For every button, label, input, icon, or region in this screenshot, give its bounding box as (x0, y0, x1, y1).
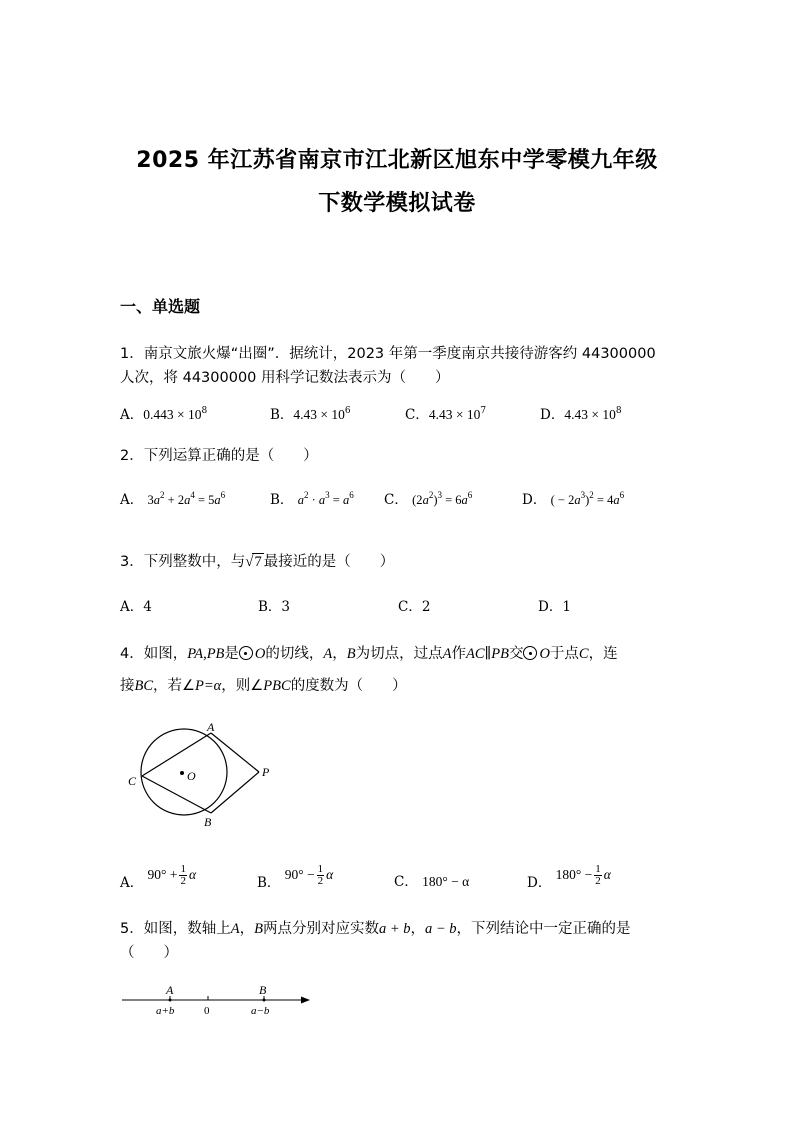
q5-number-line (118, 980, 318, 1020)
option-expression: $(2a^2)^3 = 6a^6$ (412, 490, 473, 507)
tick-label-a-plus-b: a+b (156, 1005, 175, 1017)
option-expression: 90° − (284, 867, 315, 882)
circle-o (141, 729, 227, 815)
q2-option-c[interactable] (384, 488, 472, 508)
option-label: B． (257, 875, 281, 891)
q1-option-c[interactable] (405, 403, 486, 423)
tangent-pb (211, 772, 259, 813)
option-exponent: 7 (480, 406, 487, 416)
text: ，若∠ (153, 678, 196, 694)
q3-suffix: 最接近的是（ ） (263, 554, 395, 570)
math: a − b (425, 921, 457, 937)
math: AC∥PB (465, 646, 509, 662)
option-base: 4.43 × 10 (428, 407, 481, 422)
text: 4．如图， (120, 646, 188, 662)
text: 作 (451, 646, 466, 662)
alpha-symbol: α (603, 867, 611, 882)
option-label: D． (527, 875, 552, 891)
text: ， (239, 921, 255, 937)
label-a: A (207, 720, 215, 734)
q4-option-d[interactable] (527, 864, 611, 891)
option-exponent: 8 (615, 406, 622, 416)
math: BC (134, 678, 154, 694)
label-b: B (259, 983, 267, 997)
text: ， (410, 921, 425, 937)
text: 的度数为（ ） (290, 678, 407, 694)
text: ，下列结论中一定正确的是 (456, 921, 631, 937)
option-exponent: 6 (344, 406, 351, 416)
q3-option-c[interactable]: C．2 (398, 599, 431, 615)
q3-stem: 3．下列整数中，与√7 最接近的是（ ） (120, 554, 395, 570)
text: 是 (224, 646, 239, 662)
option-exponent: 8 (201, 406, 208, 416)
q4-option-a[interactable] (120, 864, 196, 891)
option-label: C． (405, 407, 429, 423)
math: a + b (378, 921, 411, 937)
option-expression: $3a^2 + 2a^4 = 5a^6$ (147, 490, 226, 507)
q5-stem-line-1 (120, 917, 631, 938)
text: ，则∠ (221, 678, 264, 694)
q4-option-c[interactable] (394, 870, 469, 890)
q2-option-b[interactable] (270, 488, 354, 508)
q4-stem-line-2 (120, 674, 407, 695)
label-c: C (128, 774, 137, 788)
page-title-line-2: 下数学模拟试卷 (318, 191, 476, 216)
option-label: C． (394, 874, 418, 890)
q4-stem-line-1 (120, 642, 618, 663)
math: B (346, 646, 356, 662)
math: O (539, 646, 550, 662)
text: 于点 (549, 646, 579, 662)
label-a: A (166, 983, 174, 997)
option-base: 4.43 × 10 (293, 407, 345, 422)
fraction-half: $\frac{1}{2}$ (180, 863, 186, 887)
q1-option-d[interactable] (540, 403, 622, 423)
math: A (323, 646, 333, 662)
section-heading: 一、单选题 (120, 297, 201, 316)
option-expression: $a^2 \cdot a^3 = a^6$ (297, 490, 354, 507)
alpha-symbol: α (326, 867, 334, 882)
option-label: C． (384, 492, 408, 508)
label-p: P (262, 765, 270, 779)
tick-label-a-minus-b: a−b (251, 1005, 270, 1017)
q3-radicand: 7 (254, 554, 262, 570)
q2-option-a[interactable] (120, 488, 225, 508)
point-b (263, 999, 266, 1002)
text: 两点分别对应实数 (262, 921, 379, 937)
q1-option-b[interactable] (270, 403, 351, 423)
segment-cb (142, 776, 211, 813)
option-label: B． (270, 492, 294, 508)
fraction-half: $\frac{1}{2}$ (595, 863, 601, 887)
tangent-pa (211, 733, 259, 772)
math: B (254, 921, 263, 937)
point-a (169, 999, 172, 1002)
q2-stem: 2．下列运算正确的是（ ） (120, 448, 318, 464)
math: PA,PB (187, 646, 225, 662)
q2-option-d[interactable] (522, 488, 624, 508)
option-label: B． (270, 407, 294, 423)
label-b: B (204, 815, 212, 828)
text: 5．如图，数轴上 (120, 921, 231, 937)
label-o: O (187, 769, 196, 783)
q3-prefix: 3．下列整数中，与 (120, 554, 246, 570)
option-expression: ( − $2a^3)^2 = 4a^6$ (550, 490, 625, 507)
q1-stem-line-2: 人次，将 44300000 用科学记数法表示为（ ） (120, 370, 450, 386)
q1-stem-line-1: 1．南京文旅火爆“出圈”．据统计，2023 年第一季度南京共接待游客约 44300000 (120, 346, 656, 362)
math: P=α (195, 678, 222, 694)
option-label: A． (120, 407, 144, 423)
q3-option-b[interactable]: B．3 (258, 599, 291, 615)
page-title-line-1: 2025 年江苏省南京市江北新区旭东中学零模九年级 (136, 148, 658, 173)
center-dot (180, 771, 184, 775)
option-label: A． (120, 492, 144, 508)
axis-arrow-icon (301, 997, 310, 1004)
option-label: D． (522, 492, 547, 508)
text: 为切点，过点 (355, 646, 443, 662)
fraction-half: $\frac{1}{2}$ (317, 863, 324, 887)
segment-ca (142, 733, 211, 776)
q1-option-a[interactable] (120, 403, 207, 423)
option-base: 4.43 × 10 (564, 407, 616, 422)
math: O (254, 646, 266, 662)
q3-option-a[interactable]: A．4 (120, 599, 152, 615)
option-base: 0.443 × 10 (143, 407, 202, 422)
option-expression: 180° − (555, 867, 593, 882)
math: C (578, 646, 589, 662)
q4-figure (120, 718, 290, 828)
text: 接 (120, 678, 135, 694)
text: 的切线， (265, 646, 324, 662)
option-expression: 180° − α (422, 874, 470, 889)
circle-dot-icon (523, 646, 537, 660)
alpha-symbol: α (188, 867, 197, 882)
circle-dot-icon (239, 646, 253, 660)
math: A (230, 921, 240, 937)
text: ，连 (588, 646, 618, 662)
text: ， (332, 646, 347, 662)
q4-option-b[interactable] (257, 864, 333, 891)
tick-label-zero: 0 (204, 1005, 210, 1017)
math: PBC (263, 678, 291, 694)
option-label: D． (540, 407, 565, 423)
option-expression: 90° + (147, 867, 178, 882)
q5-stem-line-2: （ ） (120, 945, 178, 961)
q3-option-d[interactable]: D．1 (538, 599, 571, 615)
text: 交 (508, 646, 524, 662)
math: A (442, 646, 452, 662)
option-label: A． (120, 875, 144, 891)
